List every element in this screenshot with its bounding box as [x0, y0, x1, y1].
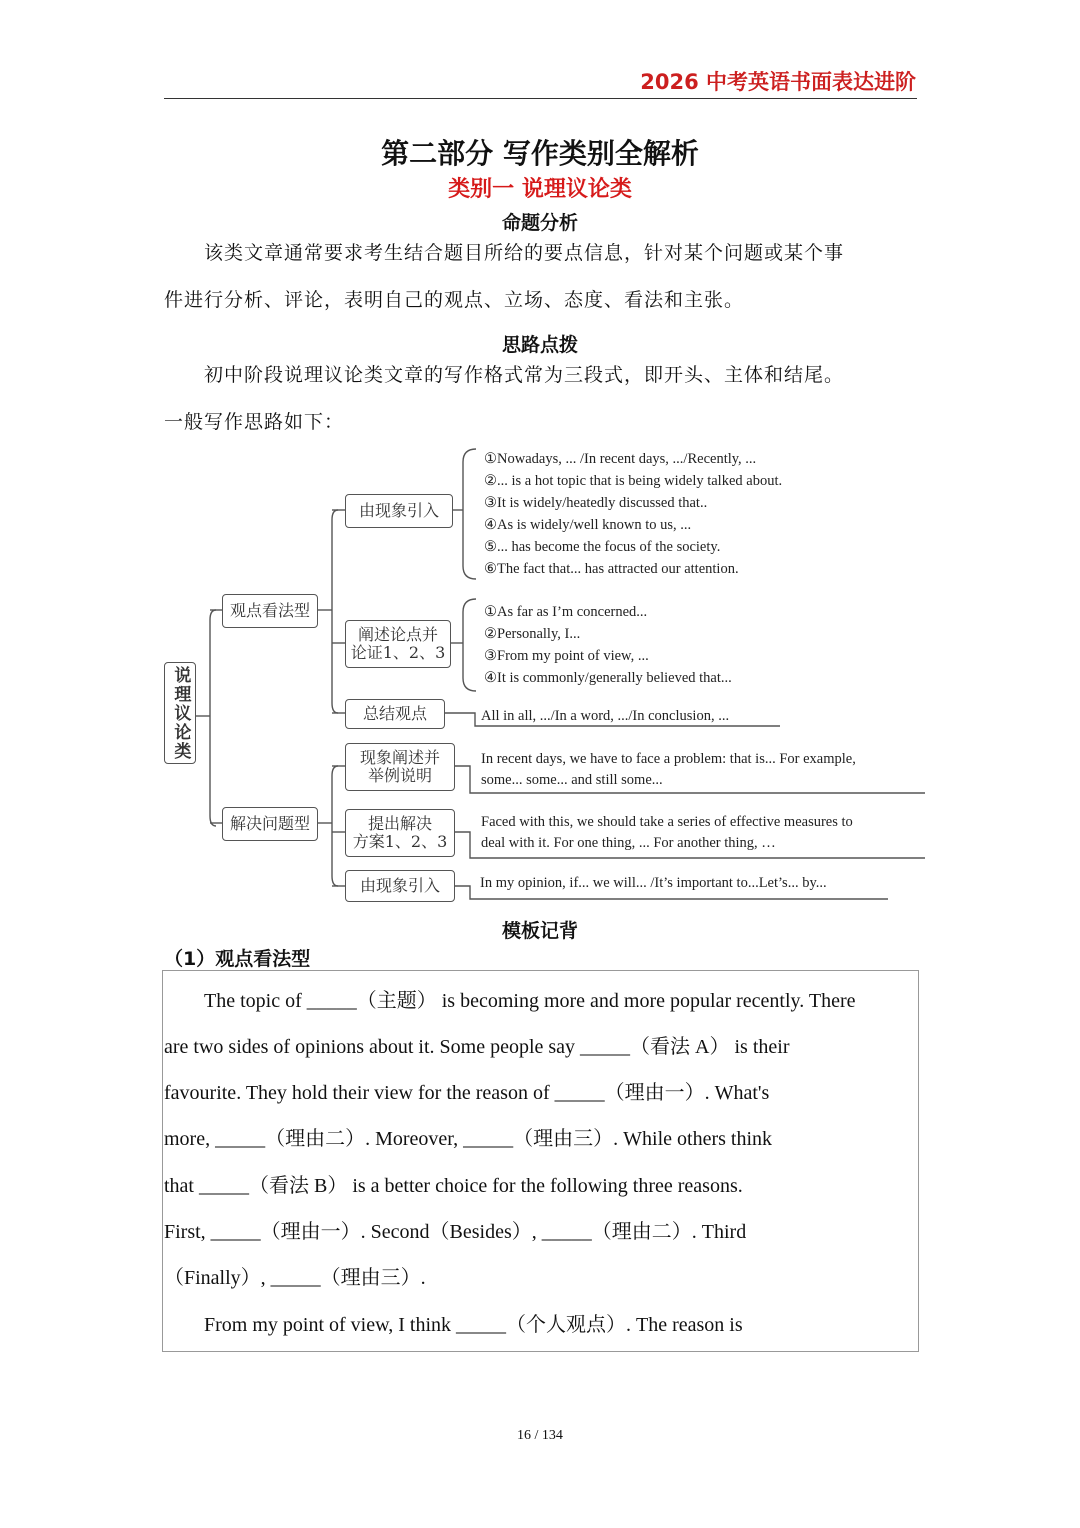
example-a2-2: ②Personally, I... [484, 626, 581, 642]
node-solutions [345, 809, 455, 857]
template-line-2: are two sides of opinions about it. Some people say _____（看法 A） is their [164, 1036, 790, 1058]
example-a2-4: ④It is commonly/generally believed that... [484, 670, 732, 686]
example-a1-3: ③It is widely/heatedly discussed that.. [484, 495, 708, 511]
example-a1-5: ⑤... has become the focus of the society. [484, 539, 721, 555]
example-a1-6: ⑥The fact that... has attracted our attention. [484, 561, 739, 577]
node-argument-line1: 阐述论点并 [357, 625, 438, 645]
example-b1-line1: In recent days, we have to face a problem: that is... For example, [481, 751, 856, 767]
template-box [162, 970, 919, 1352]
node-phenomenon-example [345, 743, 455, 791]
example-b2-line2: deal with it. For one thing, ... For another thing, … [481, 835, 776, 851]
node-solutions-line1: 提出解决 [367, 814, 432, 834]
example-b2-line1: Faced with this, we should take a series of effective measures to [481, 814, 853, 830]
page-number: 16 / 134 [517, 1428, 563, 1443]
example-a3: All in all, .../In a word, .../In conclusion, ... [481, 708, 730, 724]
node-summary: 总结观点 [345, 699, 445, 729]
template-line-6: First, _____（理由一）. Second（Besides）, _____（理由二）. Third [164, 1221, 747, 1243]
node-argument [345, 620, 451, 668]
analysis-line-1: 该类文章通常要求考生结合题目所给的要点信息，针对某个问题或某个事 [204, 242, 845, 264]
example-a2-1: ①As far as I’m concerned... [484, 604, 648, 620]
example-b1-line2: some... some... and still some... [481, 772, 663, 788]
template-subheading: （1）观点看法型 [164, 948, 311, 970]
node-argument-line2: 论证1、2、3 [350, 643, 446, 662]
example-a2-3: ③From my point of view, ... [484, 648, 649, 664]
node-phenomenon-example-line1: 现象阐述并 [359, 748, 440, 768]
node-solutions-line2: 方案1、2、3 [352, 832, 448, 851]
category-title: 类别一 说理议论类 [448, 177, 632, 202]
section-heading-approach: 思路点拨 [501, 334, 578, 356]
example-a1-1: ①Nowadays, ... /In recent days, .../Recently, ... [484, 451, 757, 467]
template-line-8: From my point of view, I think _____（个人观点）. The reason is [204, 1314, 743, 1336]
mindmap-root: 说理议论类 [164, 662, 196, 764]
approach-line-2: 一般写作思路如下： [164, 411, 345, 433]
template-line-7: （Finally）, _____（理由三）. [164, 1267, 426, 1289]
example-a1-2: ②... is a hot topic that is being widely talked about. [484, 473, 783, 489]
template-line-1: The topic of _____（主题） is becoming more and more popular recently. There [204, 990, 856, 1012]
example-b3: In my opinion, if... we will... /It’s important to...Let’s... by... [480, 875, 827, 891]
node-phenomenon-example-line2: 举例说明 [367, 766, 432, 785]
branch-opinion-type: 观点看法型 [222, 594, 318, 628]
template-line-4: more, _____（理由二）. Moreover, _____（理由三）. While others think [164, 1128, 773, 1150]
example-a1-4: ④As is widely/well known to us, ... [484, 517, 692, 533]
header-title: 2026 中考英语书面表达进阶 [640, 70, 916, 94]
approach-line-1: 初中阶段说理议论类文章的写作格式常为三段式，即开头、主体和结尾。 [204, 364, 845, 386]
section-heading-template: 模板记背 [501, 920, 578, 942]
node-phenomenon-intro-b: 由现象引入 [345, 870, 455, 902]
section-heading-analysis: 命题分析 [501, 212, 578, 234]
analysis-line-2: 件进行分析、评论，表明自己的观点、立场、态度、看法和主张。 [164, 289, 745, 311]
part-title: 第二部分 写作类别全解析 [381, 137, 699, 170]
template-line-3: favourite. They hold their view for the reason of _____（理由一）. What's [164, 1082, 770, 1104]
node-phenomenon-intro-a: 由现象引入 [345, 494, 453, 528]
template-line-5: that _____（看法 B） is a better choice for the following three reasons. [164, 1175, 743, 1197]
branch-solution-type: 解决问题型 [222, 807, 318, 841]
